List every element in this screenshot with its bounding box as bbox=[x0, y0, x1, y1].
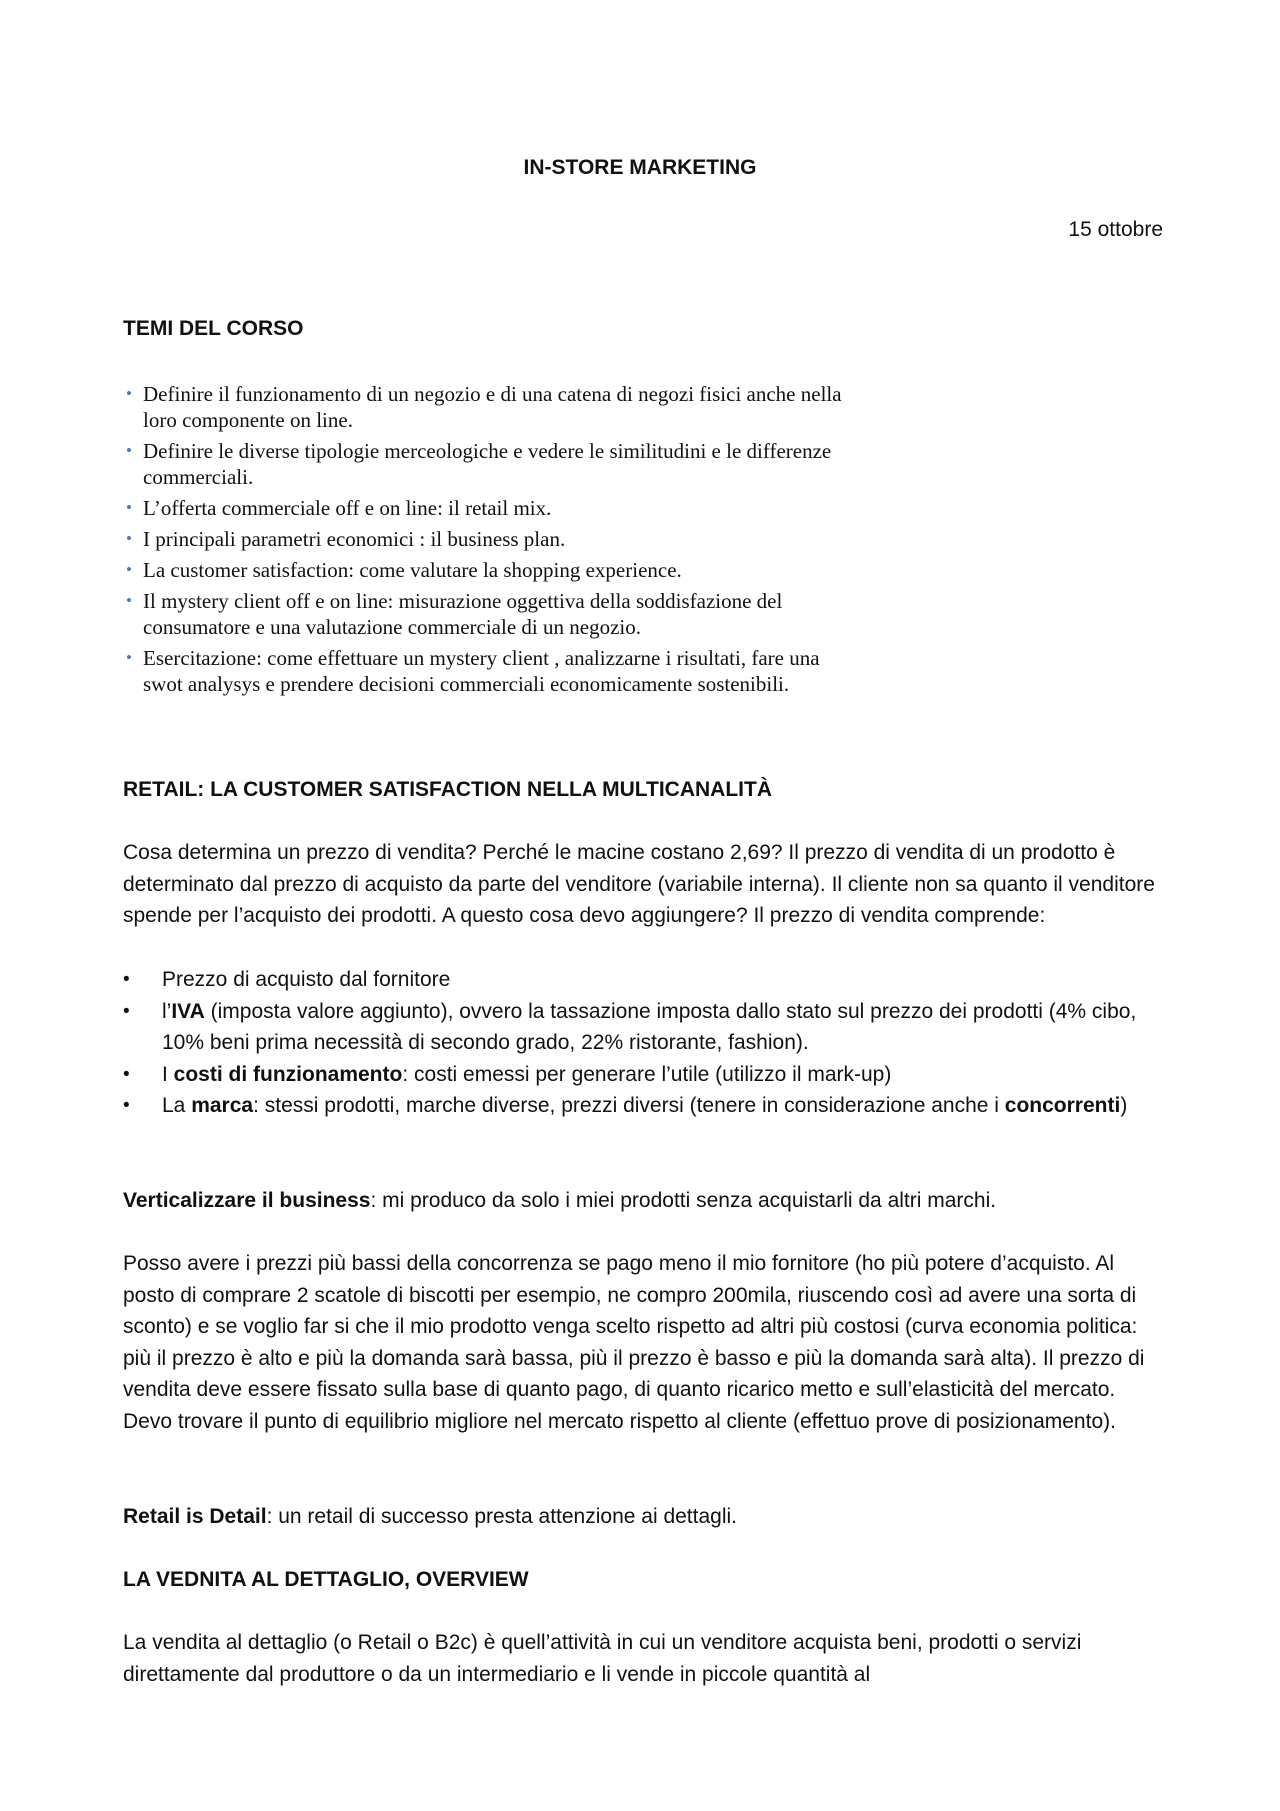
bullet-icon: • bbox=[126, 529, 132, 548]
bullet-icon: • bbox=[123, 1063, 130, 1085]
list-item: • La marca: stessi prodotti, marche diverse, prezzi diversi (tenere in considerazione anche i concorrenti) bbox=[123, 1090, 1168, 1122]
paragraph-prezzi: Posso avere i prezzi più bassi della concorrenza se pago meno il mio fornitore (ho più potere d’acquisto. Al posto di comprare 2 scatole di biscotti per esempio, ne compro 200mila, riuscendo così ad avere una sorta di sconto) e se voglio far si che il mio prodotto venga scelto rispetto ad altri più costosi (curva economia politica: più il prezzo è alto e più la domanda sarà bassa, più il prezzo è basso e più la domanda sarà alta). Il prezzo di vendita deve essere fissato sulla base di quanto pago, di quanto ricarico metto e sull’elasticità del mercato. Devo trovare il punto di equilibrio migliore nel mercato rispetto al cliente (effettuo prove di posizionamento). bbox=[123, 1252, 1145, 1433]
list-item: • Esercitazione: come effettuare un mystery client , analizzarne i risultati, fare una swot analysys e prendere decisioni commerciali economicamente sostenibili. bbox=[126, 646, 820, 696]
bullet-icon: • bbox=[126, 560, 132, 579]
section-heading-vendita: LA VEDNITA AL DETTAGLIO, OVERVIEW bbox=[123, 1568, 529, 1591]
section-heading-temi: TEMI DEL CORSO bbox=[123, 317, 304, 340]
list-item: • l’IVA (imposta valore aggiunto), ovvero la tassazione imposta dallo stato sul prezzo dei prodotti (4% cibo, 10% beni prima necessità di secondo grado, 22% ristorante, fashion). bbox=[123, 996, 1168, 1059]
section-heading-retail: RETAIL: LA CUSTOMER SATISFACTION NELLA MULTICANALITÀ bbox=[123, 778, 773, 801]
price-components-list bbox=[123, 964, 1168, 1122]
bullet-icon: • bbox=[126, 591, 132, 610]
paragraph-verticalizzare: Verticalizzare il business: mi produco da solo i miei prodotti senza acquistarli da altri marchi. bbox=[123, 1189, 997, 1212]
list-item: • La customer satisfaction: come valutare la shopping experience. bbox=[126, 558, 682, 582]
document-date: 15 ottobre bbox=[1068, 218, 1163, 241]
list-item: • I costi di funzionamento: costi emessi per generare l’utile (utilizzo il mark-up) bbox=[123, 1059, 1168, 1091]
bullet-icon: • bbox=[126, 441, 132, 460]
bullet-icon: • bbox=[123, 1000, 130, 1022]
bullet-icon: • bbox=[123, 1095, 130, 1116]
course-topics-list bbox=[125, 381, 845, 702]
list-item: • Definire le diverse tipologie merceologiche e vedere le similitudini e le differenze commerciali. bbox=[126, 439, 832, 489]
list-item: • Definire il funzionamento di un negozio e di una catena di negozi fisici anche nella loro componente on line. bbox=[126, 382, 842, 432]
paragraph-intro: Cosa determina un prezzo di vendita? Perché le macine costano 2,69? Il prezzo di vendita di un prodotto è determinato dal prezzo di acquisto da parte del venditore (variabile interna). Il cliente non sa quanto il venditore spende per l’acquisto dei prodotti. A questo cosa devo aggiungere? Il prezzo di vendita comprende: bbox=[123, 841, 1155, 927]
paragraph-retail-detail: Retail is Detail: un retail di successo presta attenzione ai dettagli. bbox=[123, 1505, 738, 1528]
paragraph-vendita: La vendita al dettaglio (o Retail o B2c) è quell’attività in cui un venditore acquista beni, prodotti o servizi direttamente dal produttore o da un intermediario e li vende in piccole quantità al bbox=[123, 1631, 1082, 1686]
bullet-icon: • bbox=[126, 498, 132, 517]
document-title: IN-STORE MARKETING bbox=[523, 156, 757, 179]
list-item: • L’offerta commerciale off e on line: il retail mix. bbox=[126, 496, 552, 520]
bullet-icon: • bbox=[126, 648, 132, 667]
list-item: • Prezzo di acquisto dal fornitore bbox=[123, 964, 1168, 996]
list-item: • I principali parametri economici : il business plan. bbox=[126, 527, 566, 551]
bullet-icon: • bbox=[123, 969, 130, 990]
list-item: • Il mystery client off e on line: misurazione oggettiva della soddisfazione del consumatore e una valutazione commerciale di un negozio. bbox=[126, 589, 783, 639]
bullet-icon: • bbox=[126, 384, 132, 403]
